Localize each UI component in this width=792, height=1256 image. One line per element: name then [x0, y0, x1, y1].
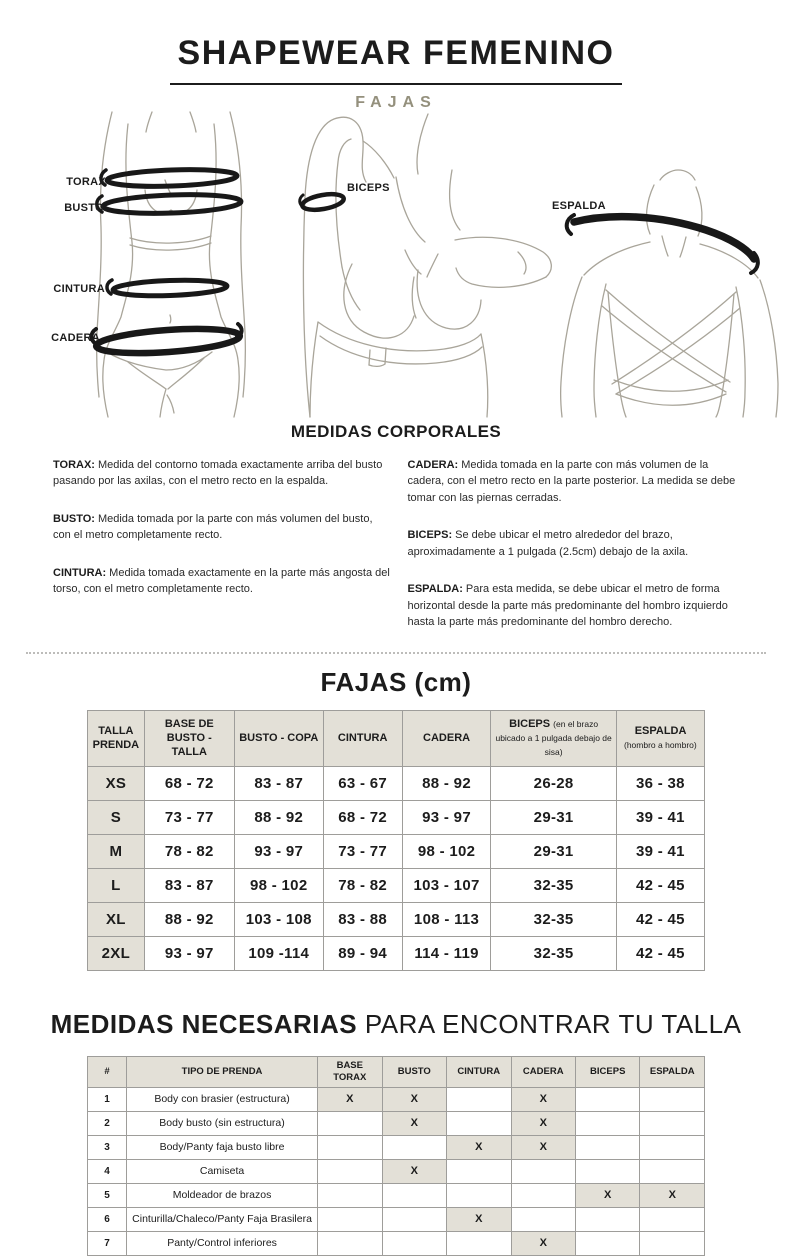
size-range-cell: 63 - 67	[323, 766, 402, 800]
size-range-cell: 39 - 41	[616, 800, 704, 834]
garment-type-cell: Body con brasier (estructura)	[127, 1087, 318, 1111]
size-range-cell: 103 - 107	[402, 868, 491, 902]
size-range-cell: 68 - 72	[323, 800, 402, 834]
size-range-cell: 73 - 77	[323, 834, 402, 868]
espalda-label: ESPALDA	[552, 199, 606, 212]
row-number-cell: 1	[88, 1087, 127, 1111]
size-range-cell: 29-31	[491, 800, 616, 834]
empty-mark-cell	[640, 1111, 705, 1135]
row-number-cell: 6	[88, 1207, 127, 1231]
column-label: BICEPS	[509, 717, 551, 730]
garment-type-cell: Camiseta	[127, 1159, 318, 1183]
size-range-cell: 83 - 87	[234, 766, 323, 800]
biceps-definition: BICEPS: Se debe ubicar el metro alrededor del brazo, aproximadamente a 1 pulgada (2.5cm) debajo de la axila.	[407, 529, 689, 558]
empty-mark-cell	[511, 1207, 575, 1231]
dotted-divider	[26, 652, 766, 654]
empty-mark-cell	[447, 1231, 511, 1255]
size-range-cell: 98 - 102	[234, 868, 323, 902]
mark-cell: X	[511, 1087, 575, 1111]
needs-table-column-header: #	[88, 1056, 127, 1087]
size-table-row	[88, 868, 705, 902]
biceps-figure	[300, 114, 552, 417]
column-note: (hombro a hombro)	[623, 740, 697, 751]
needs-table-column-header: BUSTO	[382, 1056, 446, 1087]
cadera-label: CADERA	[51, 331, 100, 344]
empty-mark-cell	[575, 1159, 639, 1183]
size-range-cell: 73 - 77	[144, 800, 234, 834]
size-table-header	[88, 710, 705, 766]
medidas-necesarias-heading: MEDIDAS NECESARIAS PARA ENCONTRAR TU TALLA	[50, 1008, 742, 1039]
empty-mark-cell	[382, 1135, 446, 1159]
talla-cell: L	[88, 868, 145, 902]
row-number-cell: 7	[88, 1231, 127, 1255]
size-range-cell: 78 - 82	[323, 868, 402, 902]
size-table-row	[88, 902, 705, 936]
size-range-cell: 98 - 102	[402, 834, 491, 868]
cintura-label: CINTURA	[53, 282, 105, 295]
needs-table-row	[88, 1231, 705, 1255]
column-label: CADERA	[423, 731, 471, 744]
empty-mark-cell	[575, 1231, 639, 1255]
size-range-cell: 93 - 97	[144, 936, 234, 970]
definitions-left-column	[53, 457, 392, 652]
row-number-cell: 2	[88, 1111, 127, 1135]
empty-mark-cell	[447, 1111, 511, 1135]
size-range-cell: 88 - 92	[144, 902, 234, 936]
size-range-cell: 89 - 94	[323, 936, 402, 970]
talla-cell: S	[88, 800, 145, 834]
needs-table-column-header: CADERA	[511, 1056, 575, 1087]
garment-type-cell: Panty/Control inferiores	[127, 1231, 318, 1255]
title-underline	[170, 83, 622, 85]
column-label: CINTURA	[337, 731, 388, 744]
size-range-cell: 103 - 108	[234, 902, 323, 936]
empty-mark-cell	[575, 1087, 639, 1111]
size-table-column-header	[491, 710, 616, 766]
biceps-label: BICEPS	[347, 181, 390, 194]
size-range-cell: 83 - 87	[144, 868, 234, 902]
size-range-cell: 32-35	[491, 868, 616, 902]
size-table-column-header	[88, 710, 145, 766]
size-range-cell: 108 - 113	[402, 902, 491, 936]
size-range-cell: 29-31	[491, 834, 616, 868]
needs-table-row	[88, 1159, 705, 1183]
mark-cell: X	[511, 1231, 575, 1255]
measurement-definitions	[0, 457, 792, 652]
busto-definition: BUSTO: Medida tomada por la parte con más volumen del busto, con el metro completamente recto.	[53, 512, 373, 542]
mark-cell: X	[511, 1135, 575, 1159]
mark-cell: X	[447, 1135, 511, 1159]
needs-table-column-header: BASE TORAX	[318, 1056, 382, 1087]
page-title: SHAPEWEAR FEMENINO	[177, 34, 615, 72]
measurement-diagrams	[0, 112, 792, 420]
size-range-cell: 93 - 97	[234, 834, 323, 868]
empty-mark-cell	[640, 1087, 705, 1111]
fajas-size-table	[87, 710, 705, 971]
mark-cell: X	[382, 1111, 446, 1135]
needs-table-row	[88, 1183, 705, 1207]
size-table-row	[88, 834, 705, 868]
size-table-column-header	[402, 710, 491, 766]
needs-table-row	[88, 1111, 705, 1135]
garment-type-cell: Moldeador de brazos	[127, 1183, 318, 1207]
size-range-cell: 88 - 92	[402, 766, 491, 800]
needs-table-row	[88, 1207, 705, 1231]
mark-cell: X	[447, 1207, 511, 1231]
empty-mark-cell	[318, 1231, 382, 1255]
size-table-row	[88, 766, 705, 800]
talla-cell: XL	[88, 902, 145, 936]
needs-table-header	[88, 1056, 705, 1087]
back-figure	[552, 170, 778, 417]
size-range-cell: 36 - 38	[616, 766, 704, 800]
torax-label: TORAX	[66, 175, 106, 188]
fajas-cm-heading: FAJAS (cm)	[320, 666, 472, 697]
empty-mark-cell	[511, 1159, 575, 1183]
needs-table-column-header: ESPALDA	[640, 1056, 705, 1087]
garment-type-cell: Body/Panty faja busto libre	[127, 1135, 318, 1159]
size-range-cell: 114 - 119	[402, 936, 491, 970]
garment-type-cell: Cinturilla/Chaleco/Panty Faja Brasilera	[127, 1207, 318, 1231]
empty-mark-cell	[640, 1159, 705, 1183]
column-label: ESPALDA	[634, 724, 687, 737]
size-range-cell: 83 - 88	[323, 902, 402, 936]
row-number-cell: 3	[88, 1135, 127, 1159]
mark-cell: X	[511, 1111, 575, 1135]
page-subtitle: FAJAS	[355, 93, 437, 111]
needs-table-column-header: BICEPS	[575, 1056, 639, 1087]
empty-mark-cell	[318, 1111, 382, 1135]
size-range-cell: 42 - 45	[616, 868, 704, 902]
needs-table-row	[88, 1135, 705, 1159]
empty-mark-cell	[382, 1231, 446, 1255]
size-table-column-header	[144, 710, 234, 766]
empty-mark-cell	[575, 1135, 639, 1159]
empty-mark-cell	[382, 1183, 446, 1207]
size-table-column-header	[323, 710, 402, 766]
size-table-row	[88, 936, 705, 970]
empty-mark-cell	[318, 1159, 382, 1183]
front-torso-figure	[51, 112, 245, 417]
busto-label: BUSTO	[64, 201, 104, 214]
size-range-cell: 26-28	[491, 766, 616, 800]
cintura-definition: CINTURA: Medida tomada exactamente en la parte más angosta del torso, con el metro completamente recto.	[53, 566, 390, 596]
size-table-body	[88, 766, 705, 970]
size-range-cell: 42 - 45	[616, 936, 704, 970]
empty-mark-cell	[447, 1159, 511, 1183]
talla-cell: 2XL	[88, 936, 145, 970]
column-label: BASE DE BUSTO - TALLA	[164, 717, 214, 759]
size-table-row	[88, 800, 705, 834]
size-range-cell: 32-35	[491, 902, 616, 936]
mark-cell: X	[382, 1159, 446, 1183]
empty-mark-cell	[575, 1111, 639, 1135]
size-table-column-header	[616, 710, 704, 766]
talla-cell: M	[88, 834, 145, 868]
empty-mark-cell	[318, 1183, 382, 1207]
espalda-definition: ESPALDA: Para esta medida, se debe ubicar el metro de forma horizontal desde la parte más predominante del hombro izquierdo hasta la parte más predominante del hombro derecho.	[407, 583, 728, 629]
mark-cell: X	[575, 1183, 639, 1207]
definitions-right-column	[408, 457, 747, 652]
page-header	[0, 0, 792, 112]
cadera-definition: CADERA: Medida tomada en la parte con más volumen de la cadera, con el metro recto en la parte posterior. La medida se debe tomar con las piernas cerradas.	[407, 458, 736, 504]
needs-table-column-header: TIPO DE PRENDA	[127, 1056, 318, 1087]
empty-mark-cell	[318, 1207, 382, 1231]
empty-mark-cell	[511, 1183, 575, 1207]
needs-table-column-header: CINTURA	[447, 1056, 511, 1087]
empty-mark-cell	[447, 1087, 511, 1111]
mark-cell: X	[382, 1087, 446, 1111]
empty-mark-cell	[640, 1207, 705, 1231]
empty-mark-cell	[640, 1135, 705, 1159]
size-range-cell: 42 - 45	[616, 902, 704, 936]
empty-mark-cell	[640, 1231, 705, 1255]
row-number-cell: 5	[88, 1183, 127, 1207]
mark-cell: X	[318, 1087, 382, 1111]
size-range-cell: 39 - 41	[616, 834, 704, 868]
talla-cell: XS	[88, 766, 145, 800]
needs-table-row	[88, 1087, 705, 1111]
medidas-corporales-heading: MEDIDAS CORPORALES	[290, 421, 502, 441]
row-number-cell: 4	[88, 1159, 127, 1183]
empty-mark-cell	[575, 1207, 639, 1231]
size-range-cell: 93 - 97	[402, 800, 491, 834]
required-measurements-table	[87, 1056, 705, 1256]
size-range-cell: 109 -114	[234, 936, 323, 970]
column-note: (en el brazo ubicado a 1 pulgada debajo de sisa)	[495, 718, 612, 758]
size-table-column-header	[234, 710, 323, 766]
column-label: TALLA PRENDA	[92, 724, 140, 752]
size-range-cell: 68 - 72	[144, 766, 234, 800]
size-range-cell: 88 - 92	[234, 800, 323, 834]
column-label: BUSTO - COPA	[239, 731, 319, 744]
needs-table-body	[88, 1087, 705, 1255]
empty-mark-cell	[318, 1135, 382, 1159]
empty-mark-cell	[382, 1207, 446, 1231]
empty-mark-cell	[447, 1183, 511, 1207]
size-range-cell: 78 - 82	[144, 834, 234, 868]
torax-definition: TORAX: Medida del contorno tomada exactamente arriba del busto pasando por las axilas, con el metro recto en la espalda.	[53, 458, 383, 488]
size-range-cell: 32-35	[491, 936, 616, 970]
mark-cell: X	[640, 1183, 705, 1207]
garment-type-cell: Body busto (sin estructura)	[127, 1111, 318, 1135]
